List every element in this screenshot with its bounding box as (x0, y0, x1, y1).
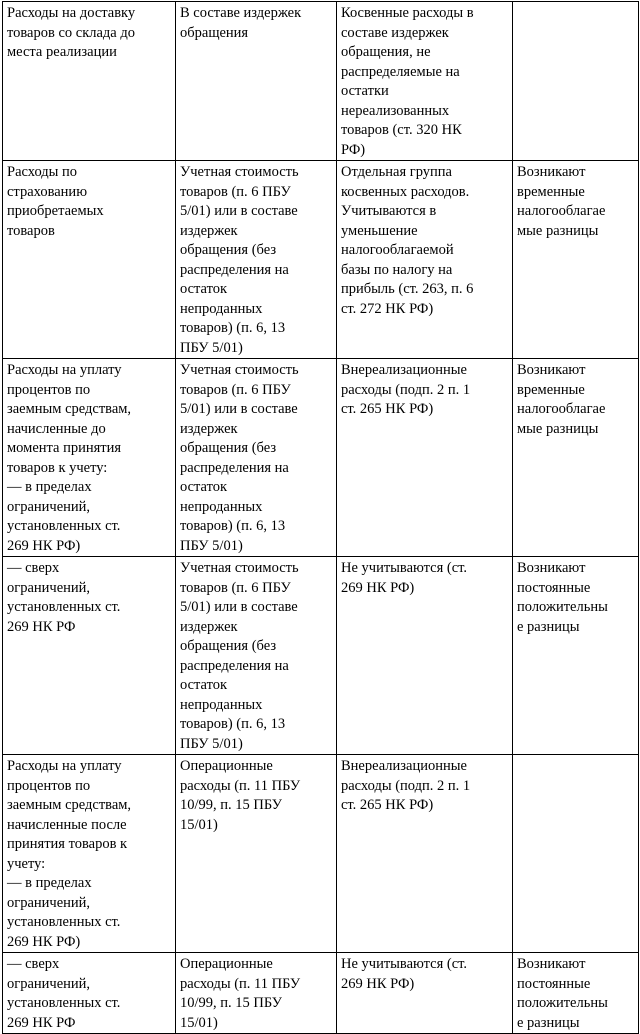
expense-type-cell: Расходы на доставку товаров со склада до места реализации (3, 2, 176, 161)
tax-treatment-cell: Внереализационные расходы (подп. 2 п. 1 ст. 265 НК РФ) (337, 755, 513, 953)
accounting-treatment-cell: Учетная стоимость товаров (п. 6 ПБУ 5/01) или в составе издержек обращения (без распределения на остаток непроданных товаров) (п. 6, 13 ПБУ 5/01) (176, 161, 337, 359)
tax-treatment-cell: Не учитываются (ст. 269 НК РФ) (337, 953, 513, 1034)
tax-treatment-cell: Отдельная группа косвенных расходов. Учитываются в уменьшение налогооблагаемой базы по налогу на прибыль (ст. 263, п. 6 ст. 272 НК РФ) (337, 161, 513, 359)
table-row (3, 557, 639, 755)
differences-cell (513, 755, 639, 953)
accounting-treatment-cell: Операционные расходы (п. 11 ПБУ 10/99, п. 15 ПБУ 15/01) (176, 755, 337, 953)
expense-type-cell: Расходы на уплату процентов по заемным средствам, начисленные до момента принятия товаров к учету: — в пределах ограничений, установленных ст. 269 НК РФ) (3, 359, 176, 557)
differences-cell: Возникают постоянные положительны е разницы (513, 557, 639, 755)
expense-type-cell: Расходы по страхованию приобретаемых товаров (3, 161, 176, 359)
expense-type-cell: — сверх ограничений, установленных ст. 269 НК РФ (3, 953, 176, 1034)
differences-cell: Возникают временные налогооблагае мые разницы (513, 359, 639, 557)
expense-type-cell: Расходы на уплату процентов по заемным средствам, начисленные после принятия товаров к учету: — в пределах ограничений, установленных ст. 269 НК РФ) (3, 755, 176, 953)
table-row (3, 953, 639, 1034)
tax-treatment-cell: Не учитываются (ст. 269 НК РФ) (337, 557, 513, 755)
table-row (3, 161, 639, 359)
tax-treatment-cell: Косвенные расходы в составе издержек обращения, не распределяемые на остатки нереализованных товаров (ст. 320 НК РФ) (337, 2, 513, 161)
differences-cell: Возникают постоянные положительны е разницы (513, 953, 639, 1034)
accounting-treatment-cell: Учетная стоимость товаров (п. 6 ПБУ 5/01) или в составе издержек обращения (без распределения на остаток непроданных товаров) (п. 6, 13 ПБУ 5/01) (176, 359, 337, 557)
accounting-treatment-cell: В составе издержек обращения (176, 2, 337, 161)
expense-type-cell: — сверх ограничений, установленных ст. 269 НК РФ (3, 557, 176, 755)
differences-cell: Возникают временные налогооблагае мые разницы (513, 161, 639, 359)
expenses-table (2, 1, 639, 1034)
tax-treatment-cell: Внереализационные расходы (подп. 2 п. 1 ст. 265 НК РФ) (337, 359, 513, 557)
accounting-treatment-cell: Операционные расходы (п. 11 ПБУ 10/99, п. 15 ПБУ 15/01) (176, 953, 337, 1034)
table-row (3, 359, 639, 557)
table-row (3, 2, 639, 161)
table-row (3, 755, 639, 953)
accounting-treatment-cell: Учетная стоимость товаров (п. 6 ПБУ 5/01) или в составе издержек обращения (без распределения на остаток непроданных товаров) (п. 6, 13 ПБУ 5/01) (176, 557, 337, 755)
differences-cell (513, 2, 639, 161)
